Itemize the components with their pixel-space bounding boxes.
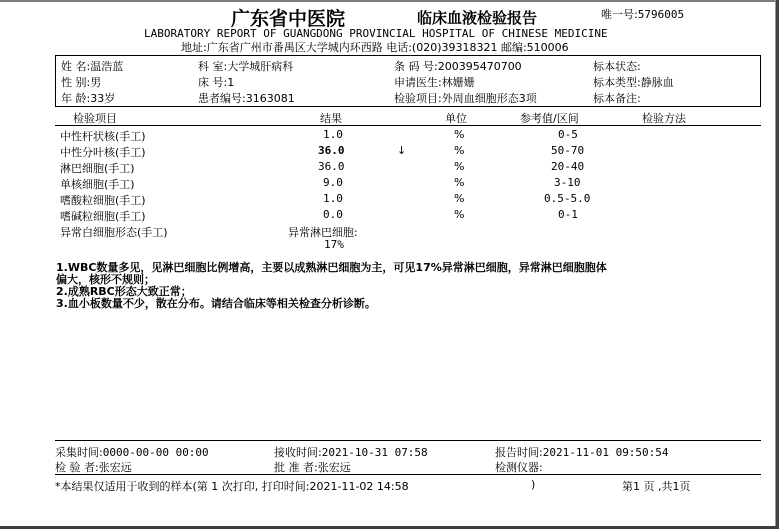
patient-bed-label: 床 号:	[198, 76, 228, 89]
barcode-label: 条 码 号:	[394, 60, 438, 73]
table-row	[58, 160, 718, 175]
unique-number-value: 5796005	[637, 8, 685, 21]
patient-id	[198, 90, 295, 106]
doctor-label: 申请医生:	[394, 76, 442, 89]
barcode	[394, 58, 522, 74]
row-result: 1.0	[323, 192, 343, 205]
requesting-doctor	[394, 74, 475, 90]
approver-label: 批 准 者:	[274, 461, 318, 474]
row-result: 36.0	[318, 160, 345, 173]
patient-box-bottom	[55, 106, 761, 107]
row-item-name: 嗜碱粒细胞(手工)	[60, 210, 146, 223]
row-reference: 0-5	[558, 128, 578, 141]
patient-gender-label: 性 别:	[61, 76, 91, 89]
patient-dept	[198, 58, 293, 74]
approver-value: 张宏远	[317, 461, 351, 474]
row-result: 0.0	[323, 208, 343, 221]
patient-id-label: 患者编号:	[198, 92, 246, 105]
report-time	[495, 444, 669, 460]
conclusion-line-4: 3.血小板数量不少，散在分布。请结合临床等相关检查分析诊断。	[56, 297, 376, 310]
table-header-divider	[55, 125, 761, 126]
row-unit: %	[454, 160, 465, 173]
instrument-label: 检测仪器:	[495, 461, 543, 474]
patient-dept-value: 大学城肝病科	[227, 60, 294, 73]
test-item	[394, 90, 537, 106]
tester-label: 检 验 者:	[55, 461, 99, 474]
table-row	[58, 176, 718, 191]
page-info: 第1 页 ,共1页	[622, 480, 691, 493]
receive-time-value: 2021-10-31 07:58	[321, 446, 428, 459]
patient-bed-value: 1	[227, 76, 235, 89]
report-time-label: 报告时间:	[495, 446, 543, 459]
collect-time-label: 采集时间:	[55, 446, 103, 459]
row-unit: %	[454, 128, 465, 141]
patient-name	[61, 58, 123, 74]
patient-dept-label: 科 室:	[198, 60, 228, 73]
row-result: 9.0	[323, 176, 343, 189]
col-header-method: 检验方法	[642, 112, 686, 125]
row-item-name: 中性分叶核(手工)	[60, 146, 146, 159]
hospital-address: 地址:广东省广州市番禺区大学城内环西路 电话:(020)39318321 邮编:510006	[181, 41, 569, 54]
window-top-border	[0, 0, 779, 2]
patient-age-value: 33岁	[90, 92, 116, 105]
barcode-value: 200395470700	[437, 60, 522, 73]
row-reference: 0.5-5.0	[544, 192, 591, 205]
col-header-unit: 单位	[445, 112, 467, 125]
table-row	[58, 208, 718, 223]
table-row	[58, 192, 718, 207]
conclusion-line-1: 1.WBC数量多见，见淋巴细胞比例增高，主要以成熟淋巴细胞为主，可见17%异常淋巴细胞，异常淋巴细胞胞体	[56, 261, 607, 274]
hospital-english-name: LABORATORY REPORT OF GUANGDONG PROVINCIAL HOSPITAL OF CHINESE MEDICINE	[144, 27, 608, 40]
tester	[55, 459, 132, 475]
patient-name-value: 温浩蓝	[90, 60, 124, 73]
row-unit: %	[454, 208, 465, 221]
row-unit: %	[454, 144, 465, 157]
patient-box-top	[55, 55, 761, 56]
row-result: 36.0	[318, 144, 345, 157]
table-row	[58, 128, 718, 143]
patient-box-left	[55, 55, 56, 107]
sample-type-label: 标本类型:	[593, 76, 641, 89]
row-reference: 0-1	[558, 208, 578, 221]
collect-time-value: 0000-00-00 00:00	[102, 446, 209, 459]
receive-time	[274, 444, 428, 460]
sample-remark-label: 标本备注:	[593, 92, 641, 105]
test-item-label: 检验项目:	[394, 92, 442, 105]
conclusion-line-3: 2.成熟RBC形态大致正常；	[56, 285, 192, 298]
footer-top-divider	[55, 440, 761, 441]
row-unit: %	[454, 192, 465, 205]
col-header-result: 结果	[320, 112, 342, 125]
disclaimer-close: )	[531, 478, 536, 491]
patient-bed	[198, 74, 234, 90]
instrument	[495, 459, 543, 475]
row-result-line2: 17%	[324, 238, 344, 251]
receive-time-label: 接收时间:	[274, 446, 322, 459]
row-result-line1: 异常淋巴细胞:	[288, 226, 358, 239]
row-item-name: 异常白细胞形态(手工)	[60, 226, 168, 239]
tester-value: 张宏远	[98, 461, 132, 474]
row-item-name: 中性杆状核(手工)	[60, 130, 146, 143]
sample-remark	[593, 90, 641, 106]
conclusion-line-2: 偏大，核形不规则；	[56, 273, 155, 286]
unique-number-label: 唯一号:	[601, 8, 638, 21]
sample-status-label: 标本状态:	[593, 60, 641, 73]
row-item-name: 单核细胞(手工)	[60, 178, 135, 191]
footer-bottom-divider	[55, 474, 761, 475]
report-title: 临床血液检验报告	[417, 9, 538, 27]
sample-type	[593, 74, 674, 90]
patient-gender	[61, 74, 101, 90]
patient-id-value: 3163081	[245, 92, 295, 105]
disclaimer: *本结果仅适用于收到的样本(第 1 次打印, 打印时间:2021-11-02 14:58	[55, 480, 409, 493]
low-flag-arrow-icon: ↓	[397, 144, 407, 157]
collect-time	[55, 444, 209, 460]
unique-number	[601, 6, 684, 22]
patient-box-right	[760, 55, 761, 107]
table-row	[58, 144, 718, 159]
approver	[274, 459, 351, 475]
test-item-value: 外周血细胞形态3项	[441, 92, 537, 105]
row-result: 1.0	[323, 128, 343, 141]
row-reference: 20-40	[551, 160, 585, 173]
col-header-reference: 参考值/区间	[520, 112, 579, 125]
doctor-value: 林姗姗	[441, 76, 475, 89]
sample-type-value: 静脉血	[640, 76, 674, 89]
patient-name-label: 姓 名:	[61, 60, 91, 73]
row-item-name: 嗜酸粒细胞(手工)	[60, 194, 146, 207]
row-reference: 50-70	[551, 144, 585, 157]
patient-gender-value: 男	[90, 76, 102, 89]
patient-age	[61, 90, 115, 106]
patient-age-label: 年 龄:	[61, 92, 91, 105]
report-time-value: 2021-11-01 09:50:54	[542, 446, 669, 459]
sample-status	[593, 58, 641, 74]
hospital-name: 广东省中医院	[231, 8, 346, 30]
row-item-name: 淋巴细胞(手工)	[60, 162, 135, 175]
table-row-morphology	[58, 224, 718, 254]
col-header-item: 检验项目	[73, 112, 117, 125]
row-unit: %	[454, 176, 465, 189]
row-reference: 3-10	[554, 176, 581, 189]
